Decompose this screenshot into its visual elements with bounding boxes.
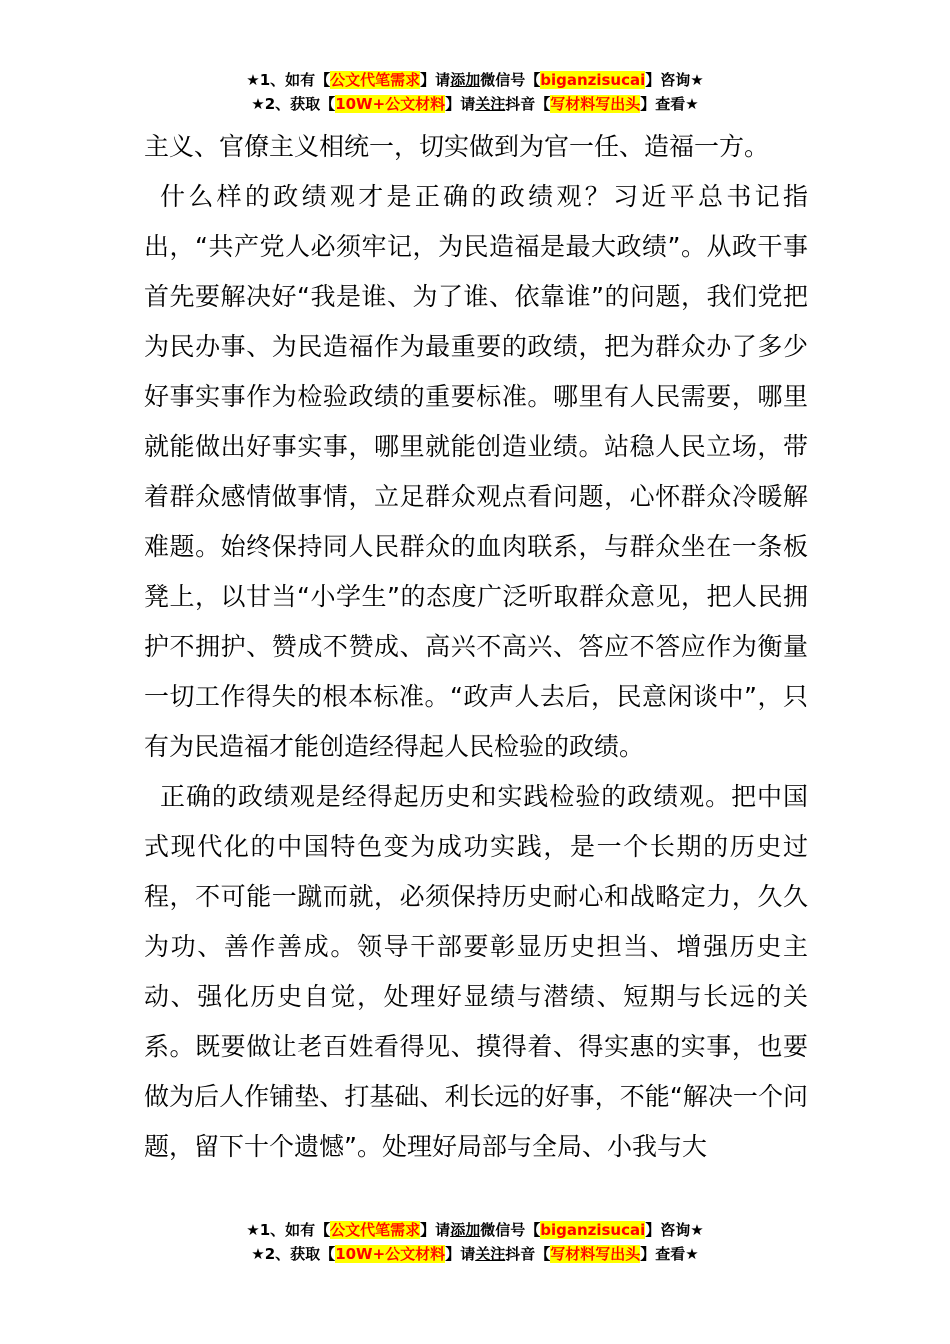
highlight-wechat-id: biganzisucai: [540, 1221, 646, 1239]
highlight-wechat-id: biganzisucai: [540, 71, 646, 89]
paragraph-1: 主义、官僚主义相统一，切实做到为官一任、造福一方。: [144, 132, 770, 161]
highlight-douyin-account: 写材料写出头: [550, 1245, 641, 1263]
banner-line-1: [0, 1218, 950, 1242]
header-banner: [0, 68, 950, 116]
underlined-text: 关注: [475, 95, 506, 113]
banner-text: 】查看★: [640, 95, 699, 113]
document-body: [144, 122, 808, 1172]
footer-banner: [0, 1218, 950, 1266]
banner-line-2: [0, 92, 950, 116]
banner-text: 微信号【: [480, 1221, 541, 1239]
banner-text: ★2、获取【: [251, 1245, 336, 1263]
banner-text: 抖音【: [505, 1245, 551, 1263]
underlined-text: 关注: [475, 1245, 506, 1263]
banner-text: 】请: [445, 95, 476, 113]
highlight-service: 公文代笔需求: [330, 71, 421, 89]
highlight-service: 公文代笔需求: [330, 1221, 421, 1239]
highlight-materials: 10W+公文材料: [335, 95, 446, 113]
banner-text: ★1、如有【: [246, 71, 331, 89]
highlight-douyin-account: 写材料写出头: [550, 95, 641, 113]
banner-text: 】查看★: [640, 1245, 699, 1263]
banner-line-2: [0, 1242, 950, 1266]
banner-text: 抖音【: [505, 95, 551, 113]
banner-text: 】请: [445, 1245, 476, 1263]
banner-text: ★2、获取【: [251, 95, 336, 113]
underlined-text: 添加: [450, 71, 481, 89]
banner-text: 微信号【: [480, 71, 541, 89]
banner-text: 】请: [420, 1221, 451, 1239]
banner-text: ★1、如有【: [246, 1221, 331, 1239]
highlight-materials: 10W+公文材料: [335, 1245, 446, 1263]
paragraph-2: 什么样的政绩观才是正确的政绩观？习近平总书记指出，“共产党人必须牢记，为民造福是最大政绩”。从政干事首先要解决好“我是谁、为了谁、依靠谁”的问题，我们党把为民办事、为民造福作为最重要的政绩，把为群众办了多少好事实事作为检验政绩的重要标准。哪里有人民需要，哪里就能做出好事实事，哪里就能创造业绩。站稳人民立场，带着群众感情做事情，立足群众观点看问题，心怀群众冷暖解难题。始终保持同人民群众的血肉联系，与群众坐在一条板凳上，以甘当“小学生”的态度广泛听取群众意见，把人民拥护不拥护、赞成不赞成、高兴不高兴、答应不答应作为衡量一切工作得失的根本标准。“政声人去后，民意闲谈中”，只有为民造福才能创造经得起人民检验的政绩。: [144, 182, 808, 761]
banner-text: 】咨询★: [645, 71, 704, 89]
banner-line-1: [0, 68, 950, 92]
banner-text: 】咨询★: [645, 1221, 704, 1239]
underlined-text: 添加: [450, 1221, 481, 1239]
banner-text: 】请: [420, 71, 451, 89]
paragraph-3: 正确的政绩观是经得起历史和实践检验的政绩观。把中国式现代化的中国特色变为成功实践，是一个长期的历史过程，不可能一蹴而就，必须保持历史耐心和战略定力，久久为功、善作善成。领导干部要彰显历史担当、增强历史主动、强化历史自觉，处理好显绩与潜绩、短期与长远的关系。既要做让老百姓看得见、摸得着、得实惠的实事，也要做为后人作铺垫、打基础、利长远的好事，不能“解决一个问题，留下十个遗憾”。处理好局部与全局、小我与大: [144, 782, 808, 1161]
